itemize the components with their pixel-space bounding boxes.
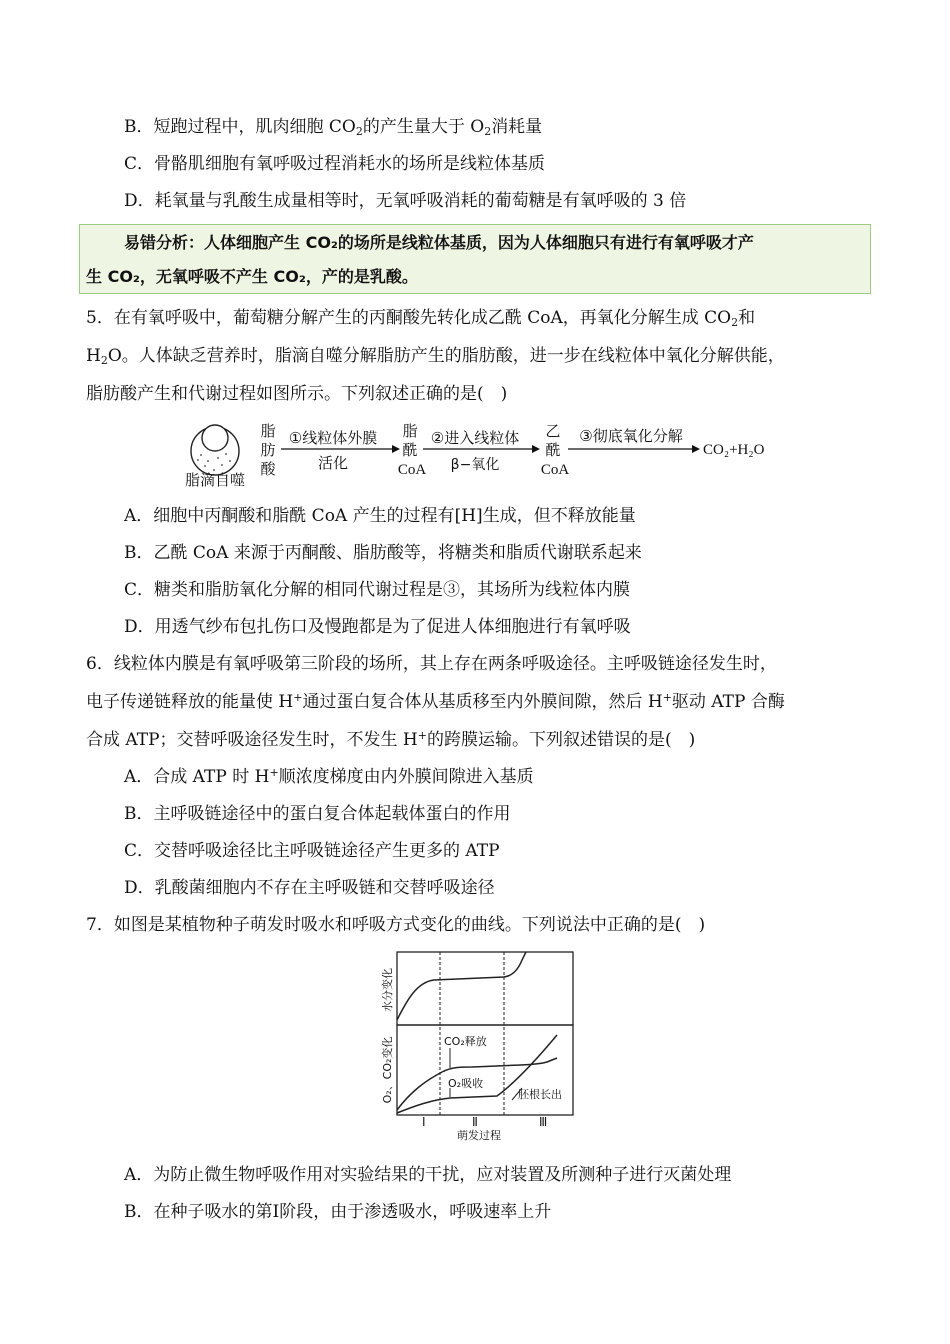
- acyl-coa-char-2: 酰: [402, 441, 418, 459]
- step2-bottom-label: β−氧化: [450, 457, 500, 473]
- q6-option-c: C．交替呼吸途径比主呼吸链途径产生更多的 ATP: [124, 841, 500, 861]
- stage-1-label: Ⅰ: [422, 1115, 426, 1129]
- water-panel-frame: [397, 952, 573, 1025]
- lipid-droplet-icon: [191, 425, 239, 475]
- water-uptake-curve: [397, 952, 526, 1020]
- q5-stem-line-2: $H_2O$。人体缺乏营养时，脂滴自噬分解脂肪产生的脂肪酸，进一步在线粒体中氧化分解供能，: [86, 346, 785, 367]
- step1-bottom-label: 活化: [317, 454, 349, 472]
- co2-release-label: CO₂释放: [444, 1035, 487, 1048]
- q7-option-b: B．在种子吸水的第Ⅰ阶段，由于渗透吸水，呼吸速率上升: [124, 1202, 552, 1222]
- q4-option-b: B．短跑过程中，肌肉细胞 $CO_2$的产生量大于 $O_2$消耗量: [124, 117, 543, 138]
- fatty-acid-pathway-diagram: [170, 418, 790, 494]
- error-analysis-box: [79, 224, 871, 294]
- q5-stem-line-3: 脂肪酸产生和代谢过程如图所示。下列叙述正确的是( ): [86, 384, 508, 404]
- stage-3-label: Ⅲ: [539, 1115, 548, 1129]
- acetyl-coa-char-3: CoA: [540, 462, 570, 478]
- acyl-coa-char-3: CoA: [397, 462, 427, 478]
- gas-axis-label: O₂、CO₂变化: [381, 1036, 394, 1104]
- q7-stem: 7．如图是某植物种子萌发时吸水和呼吸方式变化的曲线。下列说法中正确的是( ): [86, 915, 706, 935]
- q5-stem-line-1: 5．在有氧呼吸中，葡萄糖分解产生的丙酮酸先转化成乙酰 CoA，再氧化分解生成 $CO_2$和: [86, 308, 756, 329]
- step1-arrowhead: [392, 445, 400, 453]
- fatty-acid-char-1: 脂: [260, 422, 276, 440]
- q4-option-c: C．骨骼肌细胞有氧呼吸过程消耗水的场所是线粒体基质: [124, 154, 546, 174]
- q6-option-b: B．主呼吸链途径中的蛋白复合体起载体蛋白的作用: [124, 804, 511, 824]
- q6-option-a: A．合成 ATP 时 H+顺浓度梯度由内外膜间隙进入基质: [124, 766, 534, 787]
- step2-arrowhead: [532, 445, 540, 453]
- step1-top-label: ①线粒体外膜: [288, 429, 378, 447]
- q7-option-a: A．为防止微生物呼吸作用对实验结果的干扰，应对装置及所测种子进行灭菌处理: [124, 1165, 732, 1185]
- step2-top-label: ②进入线粒体: [430, 429, 520, 447]
- q6-stem-line-3: 合成 ATP；交替呼吸途径发生时，不发生 H+的跨膜运输。下列叙述错误的是( ): [86, 729, 696, 750]
- q5-option-a: A．细胞中丙酮酸和脂酰 CoA 产生的过程有[H]生成，但不释放能量: [124, 506, 636, 526]
- q5-option-b: B．乙酰 CoA 来源于丙酮酸、脂肪酸等，将糖类和脂质代谢联系起来: [124, 543, 642, 563]
- acetyl-coa-char-1: 乙: [545, 422, 561, 440]
- fatty-acid-char-2: 肪: [260, 441, 276, 459]
- step3-arrowhead: [692, 445, 700, 453]
- water-axis-label: 水分变化: [381, 968, 394, 1012]
- q6-option-d: D．乳酸菌细胞内不存在主呼吸链和交替呼吸途径: [124, 878, 495, 898]
- q6-stem-line-2: 电子传递链释放的能量使 H+通过蛋白复合体从基质移至内外膜间隙，然后 H+驱动 ATP 合酶: [86, 691, 785, 712]
- droplet-autophagy-label: 脂滴自噬: [184, 471, 246, 489]
- acetyl-coa-char-2: 酰: [545, 441, 561, 459]
- stage-2-label: Ⅱ: [472, 1115, 478, 1129]
- radicle-emergence-label: 胚根长出: [518, 1088, 562, 1101]
- step3-top-label: ③彻底氧化分解: [579, 427, 683, 445]
- q4-option-d: D．耗氧量与乳酸生成量相等时，无氧呼吸消耗的葡萄糖是有氧呼吸的 3 倍: [124, 191, 687, 211]
- analysis-line-1: 易错分析：人体细胞产生 CO₂的场所是线粒体基质，因为人体细胞只有进行有氧呼吸才产: [124, 233, 754, 252]
- x-axis-label: 萌发过程: [457, 1129, 501, 1142]
- q5-option-c: C．糖类和脂肪氧化分解的相同代谢过程是③，其场所为线粒体内膜: [124, 580, 631, 600]
- q6-stem-line-1: 6．线粒体内膜是有氧呼吸第三阶段的场所，其上存在两条呼吸途径。主呼吸链途径发生时，: [86, 654, 777, 674]
- q5-option-d: D．用透气纱布包扎伤口及慢跑都是为了促进人体细胞进行有氧呼吸: [124, 617, 631, 637]
- acyl-coa-char-1: 脂: [402, 422, 418, 440]
- germination-curve-graph: [372, 950, 582, 1145]
- fatty-acid-char-3: 酸: [260, 460, 276, 478]
- o2-absorption-label: O₂吸收: [448, 1077, 484, 1090]
- analysis-line-2: 生 CO₂，无氧呼吸不产生 CO₂，产的是乳酸。: [86, 267, 418, 286]
- end-products-label: CO₂+H₂O: [703, 442, 765, 458]
